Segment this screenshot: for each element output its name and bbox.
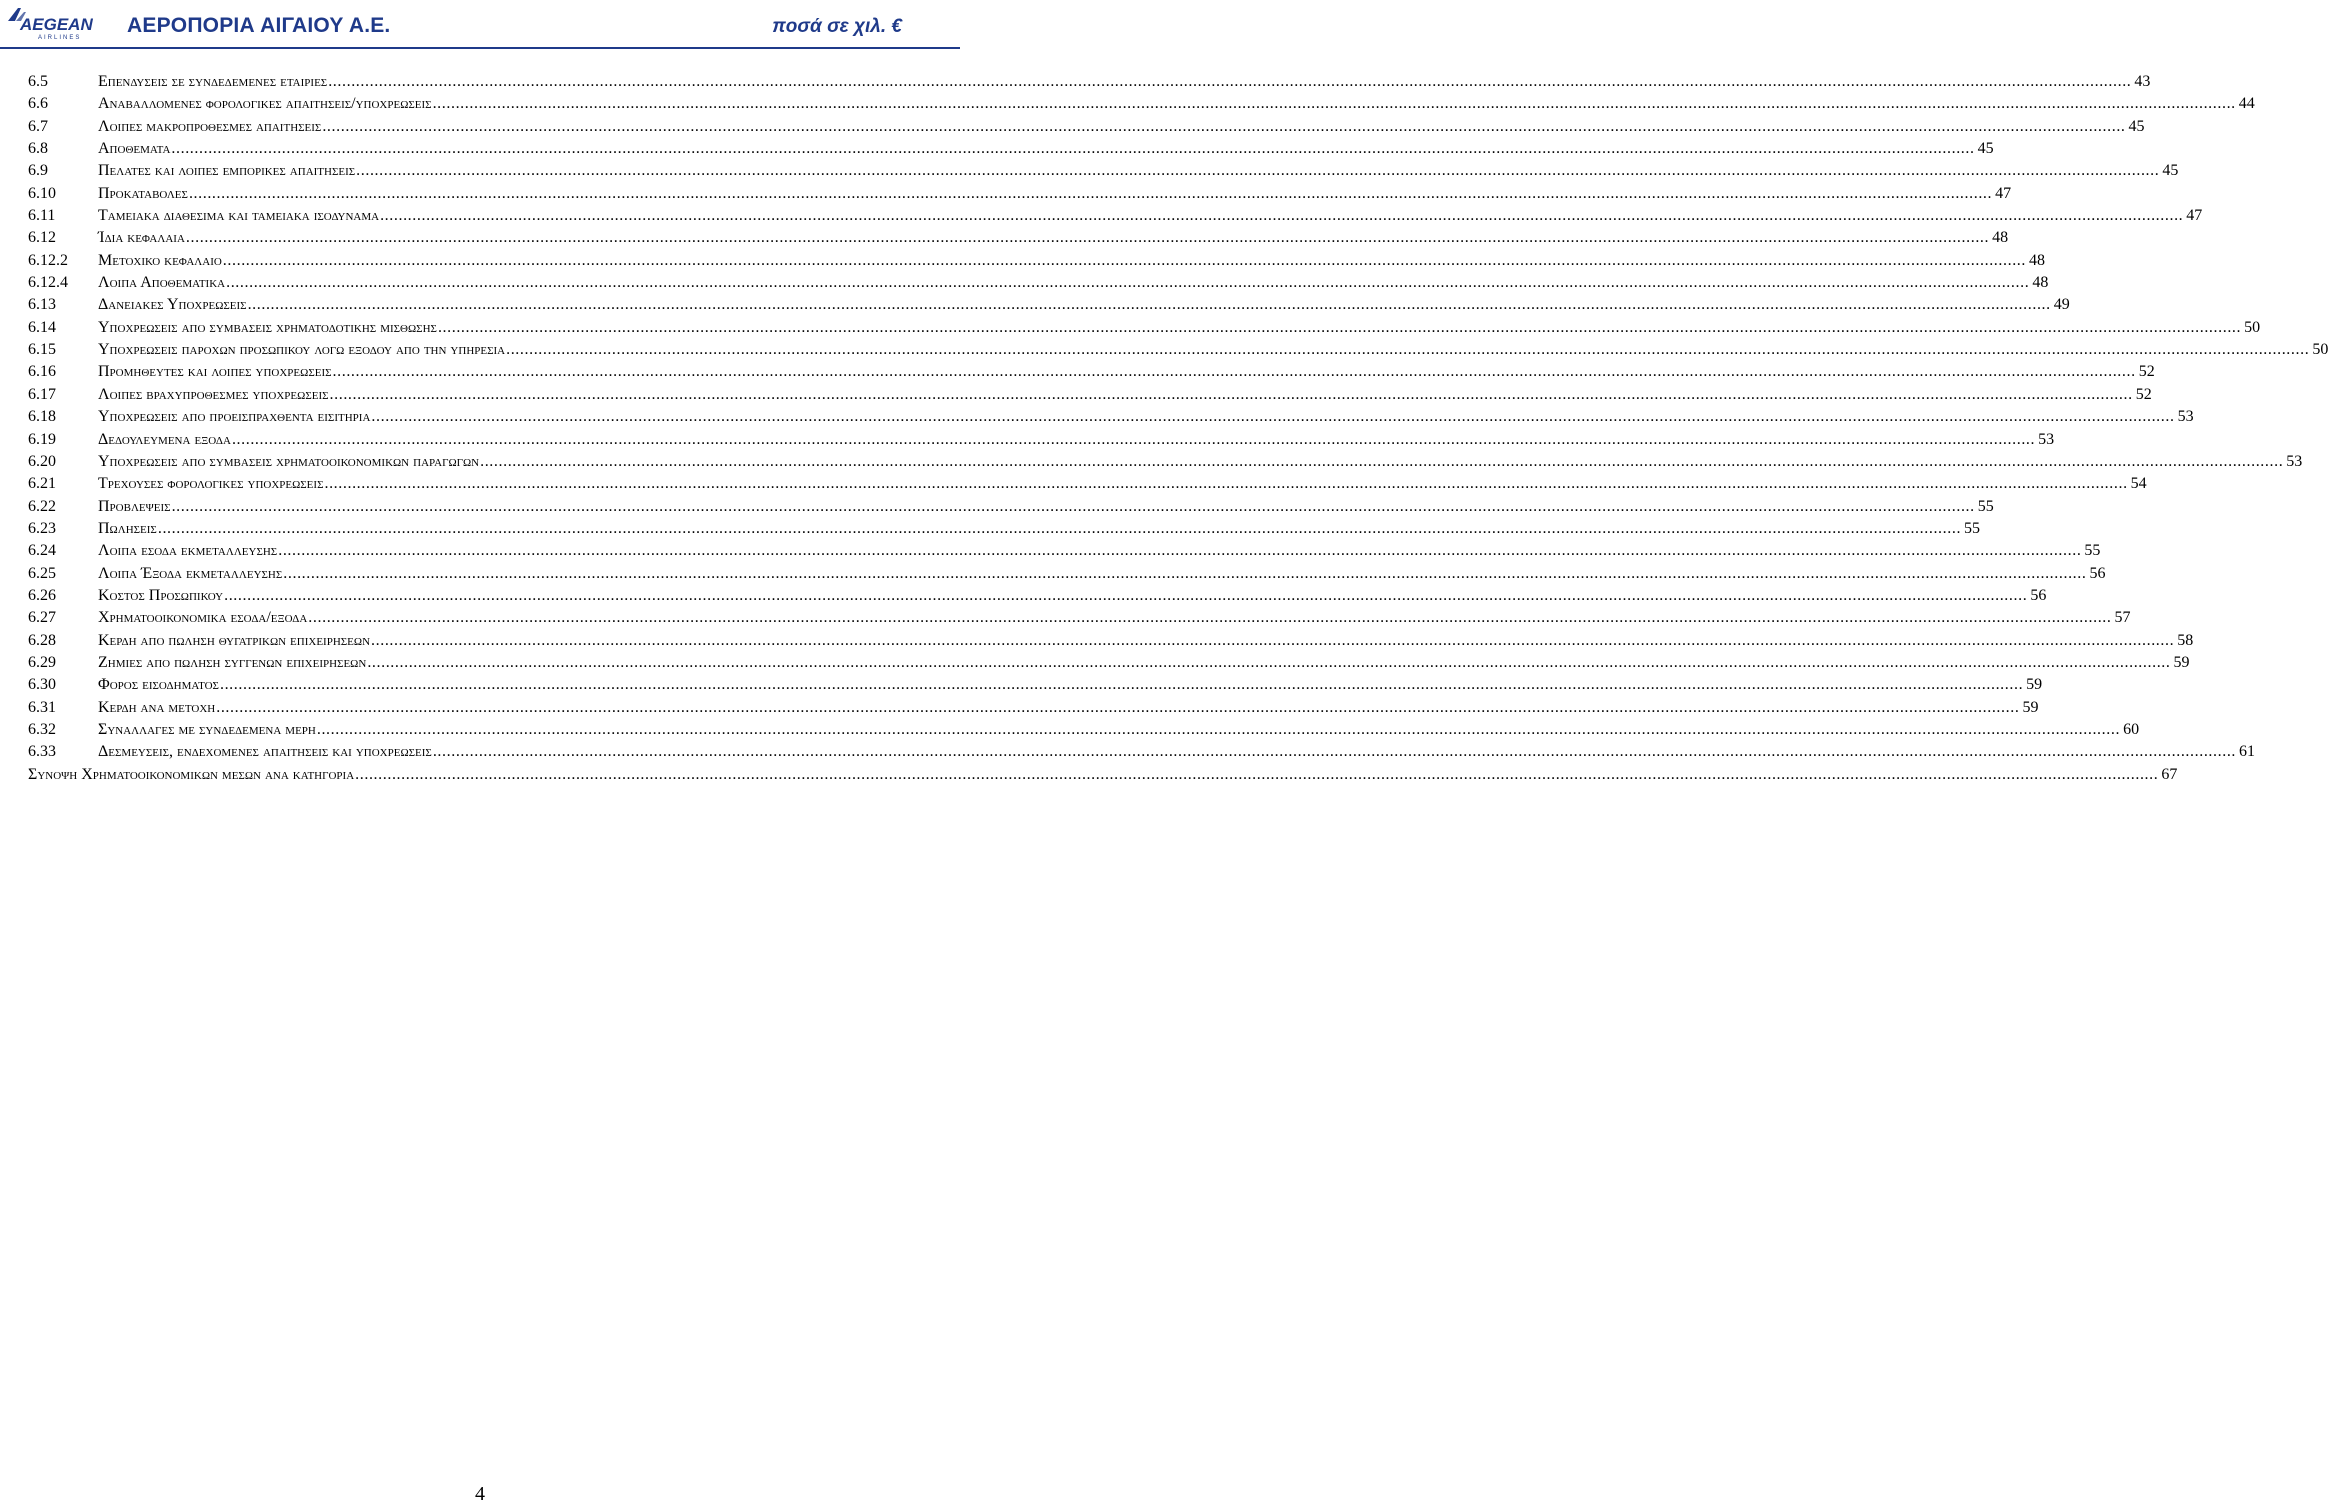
- toc-entry[interactable]: [28, 229, 2009, 251]
- toc-entry[interactable]: [28, 519, 1981, 542]
- toc-entry-page: 53: [2177, 408, 2194, 426]
- toc-entry-number: 6.7: [28, 117, 48, 135]
- page-header: [0, 0, 960, 56]
- toc-dot-leader: [356, 162, 2159, 180]
- toc-dot-leader: [480, 453, 2283, 471]
- toc-entry-page: 59: [2022, 698, 2039, 716]
- toc-entry[interactable]: [28, 385, 2152, 408]
- toc-entry[interactable]: [28, 162, 2179, 184]
- toc-entry-number: 6.23: [28, 519, 56, 537]
- toc-entry[interactable]: [28, 341, 2328, 363]
- toc-entry-title: Υποχρεωσεις παροχων προσωπικου λογω εξοδου απο την υπηρεσια: [98, 341, 506, 359]
- toc-entry-number: 6.18: [28, 408, 56, 426]
- toc-entry[interactable]: [28, 274, 2049, 296]
- toc-entry-title: Λοιπα Αποθεματικα: [98, 274, 226, 292]
- toc-dot-leader: [172, 498, 1975, 516]
- toc-entry-title: Φορος εισοδηματος: [98, 676, 219, 694]
- toc-entry[interactable]: [28, 251, 2045, 274]
- toc-dot-leader: [232, 431, 2035, 449]
- toc-entry-title: Αποθεματα: [98, 140, 171, 158]
- toc-entry-title: Λοιπες βραχυπροθεσμες υποχρεωσεις: [98, 385, 329, 403]
- toc-entry-page: 45: [2162, 162, 2179, 180]
- toc-entry-number: 6.17: [28, 385, 56, 403]
- toc-entry-title: Μετοχικο κεφαλαιο: [98, 251, 222, 269]
- toc-entry-number: 6.28: [28, 631, 56, 649]
- toc-entry-number: 6.14: [28, 318, 56, 336]
- units-note: ποσά σε χιλ. €: [772, 16, 902, 37]
- toc-dot-leader: [186, 229, 1989, 247]
- toc-entry-title: Κοστος Προσωπικου: [98, 586, 224, 604]
- aegean-logo: [4, 4, 96, 42]
- toc-entry-page: 60: [2123, 720, 2140, 738]
- toc-dot-leader: [367, 654, 2170, 672]
- toc-entry-page: 55: [2084, 542, 2101, 560]
- toc-entry-number: 6.31: [28, 698, 56, 716]
- logo-subtext: AIRLINES: [38, 35, 82, 41]
- toc-entry-title: Προκαταβολες: [98, 184, 188, 202]
- toc-entry-number: 6.22: [28, 497, 56, 515]
- toc-entry[interactable]: [28, 609, 2131, 631]
- toc-dot-leader: [333, 363, 2136, 381]
- toc-dot-leader: [380, 207, 2183, 225]
- toc-entry-title: Δανειακες Υποχρεωσεις: [98, 296, 247, 314]
- toc-entry-title: Υποχρεωσεις απο συμβασεις χρηματοοικονομικων παραγωγων: [98, 452, 480, 470]
- toc-entry-title: Πελατες και λοιπες εμπορικες απαιτησεις: [98, 162, 356, 180]
- toc-entry-page: 48: [2029, 251, 2045, 269]
- toc-entry-number: 6.12.2: [28, 251, 68, 269]
- toc-entry-number: 6.20: [28, 452, 56, 470]
- toc-dot-leader: [355, 766, 2158, 784]
- toc-entry[interactable]: [28, 765, 2178, 788]
- toc-entry-page: 54: [2130, 475, 2147, 493]
- toc-entry-page: 55: [1964, 519, 1981, 537]
- toc-entry-page: 67: [2161, 765, 2178, 783]
- toc-dot-leader: [223, 252, 2026, 270]
- toc-entry-page: 52: [2135, 385, 2152, 403]
- toc-dot-leader: [189, 185, 1992, 203]
- toc-dot-leader: [371, 632, 2174, 650]
- toc-entry-page: 56: [2030, 586, 2047, 604]
- toc-entry-page: 47: [1995, 184, 2012, 202]
- page-number: 4: [475, 1483, 485, 1505]
- toc-entry-page: 53: [2038, 430, 2055, 448]
- toc-entry[interactable]: [28, 720, 2140, 743]
- toc-entry[interactable]: [28, 140, 1994, 162]
- toc-entry[interactable]: [28, 497, 1994, 520]
- toc-dot-leader: [224, 587, 2027, 605]
- toc-entry-number: 6.11: [28, 207, 56, 225]
- toc-entry[interactable]: [28, 318, 2261, 341]
- toc-entry[interactable]: [28, 452, 2303, 475]
- toc-entry[interactable]: [28, 363, 2155, 385]
- toc-entry-number: 6.27: [28, 609, 56, 627]
- toc-entry-page: 59: [2173, 653, 2190, 671]
- toc-dot-leader: [317, 721, 2120, 739]
- toc-entry[interactable]: [28, 184, 2012, 207]
- logo-text: AEGEAN: [20, 15, 93, 34]
- toc-entry-title: Λοιπα εσοδα εκμεταλλευσης: [98, 542, 278, 560]
- toc-entry-number: 6.26: [28, 586, 56, 604]
- toc-entry-title: Πωλησεις: [98, 519, 157, 537]
- toc-dot-leader: [248, 296, 2051, 314]
- toc-entry-page: 48: [2032, 274, 2049, 292]
- toc-entry-title: Χρηματοοικονομικα εσοδα/εξοδα: [98, 609, 308, 627]
- toc-entry[interactable]: [28, 430, 2055, 453]
- toc-entry[interactable]: [28, 743, 2256, 765]
- toc-entry-page: 58: [2177, 631, 2194, 649]
- toc-dot-leader: [506, 341, 2309, 359]
- toc-dot-leader: [308, 609, 2111, 627]
- toc-entry-number: 6.8: [28, 140, 48, 158]
- toc-entry-page: 49: [2053, 296, 2070, 314]
- toc-entry[interactable]: [28, 95, 2255, 117]
- toc-dot-leader: [158, 520, 1961, 538]
- toc-entry-number: 6.21: [28, 475, 56, 493]
- toc-entry-page: 61: [2239, 743, 2256, 761]
- toc-entry-page: 44: [2238, 95, 2255, 113]
- company-name: ΑΕΡΟΠΟΡΙΑ ΑΙΓΑΙΟΥ Α.Ε.: [127, 14, 391, 37]
- toc-entry-number: 6.10: [28, 184, 56, 202]
- toc-entry[interactable]: [28, 631, 2194, 654]
- toc-entry[interactable]: [28, 408, 2194, 430]
- toc-dot-leader: [433, 743, 2236, 761]
- toc-dot-leader: [371, 408, 2174, 426]
- toc-dot-leader: [324, 475, 2127, 493]
- toc-dot-leader: [330, 386, 2133, 404]
- toc-entry[interactable]: [28, 207, 2203, 229]
- toc-dot-leader: [438, 319, 2241, 337]
- toc-entry-page: 45: [2128, 117, 2145, 135]
- toc-entry-title: Ταμειακα διαθεσιμα και ταμειακα ισοδυναμα: [98, 207, 380, 225]
- toc-dot-leader: [216, 699, 2019, 717]
- toc-entry[interactable]: [28, 542, 2101, 564]
- toc-entry-title: Τρεχουσες φορολογικες υποχρεωσεις: [98, 475, 324, 493]
- toc-dot-leader: [283, 565, 2086, 583]
- toc-entry-title: Λοιπα Έξοδα εκμεταλλευσης: [98, 564, 283, 582]
- toc-entry-number: 6.32: [28, 720, 56, 738]
- toc-entry[interactable]: [28, 676, 2043, 698]
- toc-dot-leader: [433, 95, 2236, 113]
- toc-entry-title: Ίδια κεφαλαια: [98, 229, 185, 247]
- toc-entry-page: 55: [1977, 497, 1994, 515]
- toc-entry-title: Επενδυσεις σε συνδεδεμενες εταιριες: [98, 73, 328, 90]
- toc-entry-page: 53: [2286, 452, 2303, 470]
- toc-entry[interactable]: [28, 296, 2070, 318]
- toc-entry[interactable]: [28, 117, 2145, 140]
- toc-entry-page: 56: [2089, 564, 2106, 582]
- toc-entry-title: Λοιπες μακροπροθεσμες απαιτησεις: [98, 117, 322, 135]
- toc-entry-number: 6.12: [28, 229, 56, 247]
- toc-entry-page: 43: [2134, 73, 2151, 90]
- toc-entry-page: 50: [2244, 318, 2261, 336]
- toc-entry-title: Υποχρεωσεις απο συμβασεις χρηματοδοτικης μισθωσης: [98, 318, 437, 336]
- toc-entry-title: Προβλεψεις: [98, 497, 171, 515]
- toc-entry-number: 6.25: [28, 564, 56, 582]
- toc-entry-number: 6.29: [28, 653, 56, 671]
- toc-dot-leader: [278, 542, 2081, 560]
- toc-entry-number: 6.19: [28, 430, 56, 448]
- toc-entry-title: Κερδη απο πωληση θυγατρικων επιχειρησεων: [98, 631, 371, 649]
- toc-entry-page: 48: [1992, 229, 2009, 247]
- toc-dot-leader: [226, 274, 2029, 292]
- toc-entry-number: 6.13: [28, 296, 56, 314]
- toc-entry-number: 6.24: [28, 542, 56, 560]
- toc-entry[interactable]: [28, 564, 2106, 587]
- toc-dot-leader: [322, 118, 2125, 136]
- toc-entry-title: Δεδουλευμενα εξοδα: [98, 430, 231, 448]
- toc-entry-page: 47: [2186, 207, 2203, 225]
- toc-entry-number: 6.30: [28, 676, 56, 694]
- toc-entry-number: 6.5: [28, 73, 48, 90]
- toc-entry-number: 6.9: [28, 162, 48, 180]
- toc-entry[interactable]: [28, 653, 2190, 676]
- toc-entry[interactable]: [28, 586, 2047, 609]
- header-rule: [0, 47, 960, 49]
- toc-entry-number: 6.6: [28, 95, 48, 113]
- toc-entry-title: Δεσμευσεις, ενδεχομενες απαιτησεις και υποχρεωσεις: [98, 743, 432, 761]
- toc-entry[interactable]: [28, 698, 2039, 721]
- toc-entry[interactable]: [28, 475, 2147, 497]
- toc-entry-page: 52: [2138, 363, 2155, 381]
- table-of-contents: [28, 73, 2328, 788]
- toc-entry[interactable]: [28, 73, 2151, 95]
- toc-entry-title: Συναλλαγες με συνδεδεμενα μερη: [98, 720, 316, 738]
- toc-entry-page: 50: [2312, 341, 2328, 359]
- toc-entry-page: 59: [2026, 676, 2043, 694]
- toc-entry-number: 6.12.4: [28, 274, 68, 292]
- toc-entry-title: Αναβαλλομενες φορολογικες απαιτησεις/υποχρεωσεις: [98, 95, 432, 113]
- toc-dot-leader: [171, 140, 1974, 158]
- toc-entry-number: 6.15: [28, 341, 56, 359]
- toc-entry-number: 6.33: [28, 743, 56, 761]
- toc-entry-page: 57: [2114, 609, 2131, 627]
- toc-entry-page: 45: [1977, 140, 1994, 158]
- toc-entry-title: Κερδη ανα μετοχη: [98, 698, 216, 716]
- toc-entry-title: Συνοψη Χρηματοοικονομικων μεσων ανα κατηγορια: [28, 765, 355, 783]
- toc-entry-title: Προμηθευτες και λοιπες υποχρεωσεις: [98, 363, 332, 381]
- toc-entry-title: Ζημιες απο πωληση συγγενων επιχειρησεων: [98, 653, 367, 671]
- toc-dot-leader: [328, 73, 2131, 91]
- toc-entry-number: 6.16: [28, 363, 56, 381]
- toc-entry-title: Υποχρεωσεις απο προεισπραχθεντα εισιτηρια: [98, 408, 371, 426]
- toc-dot-leader: [220, 676, 2023, 694]
